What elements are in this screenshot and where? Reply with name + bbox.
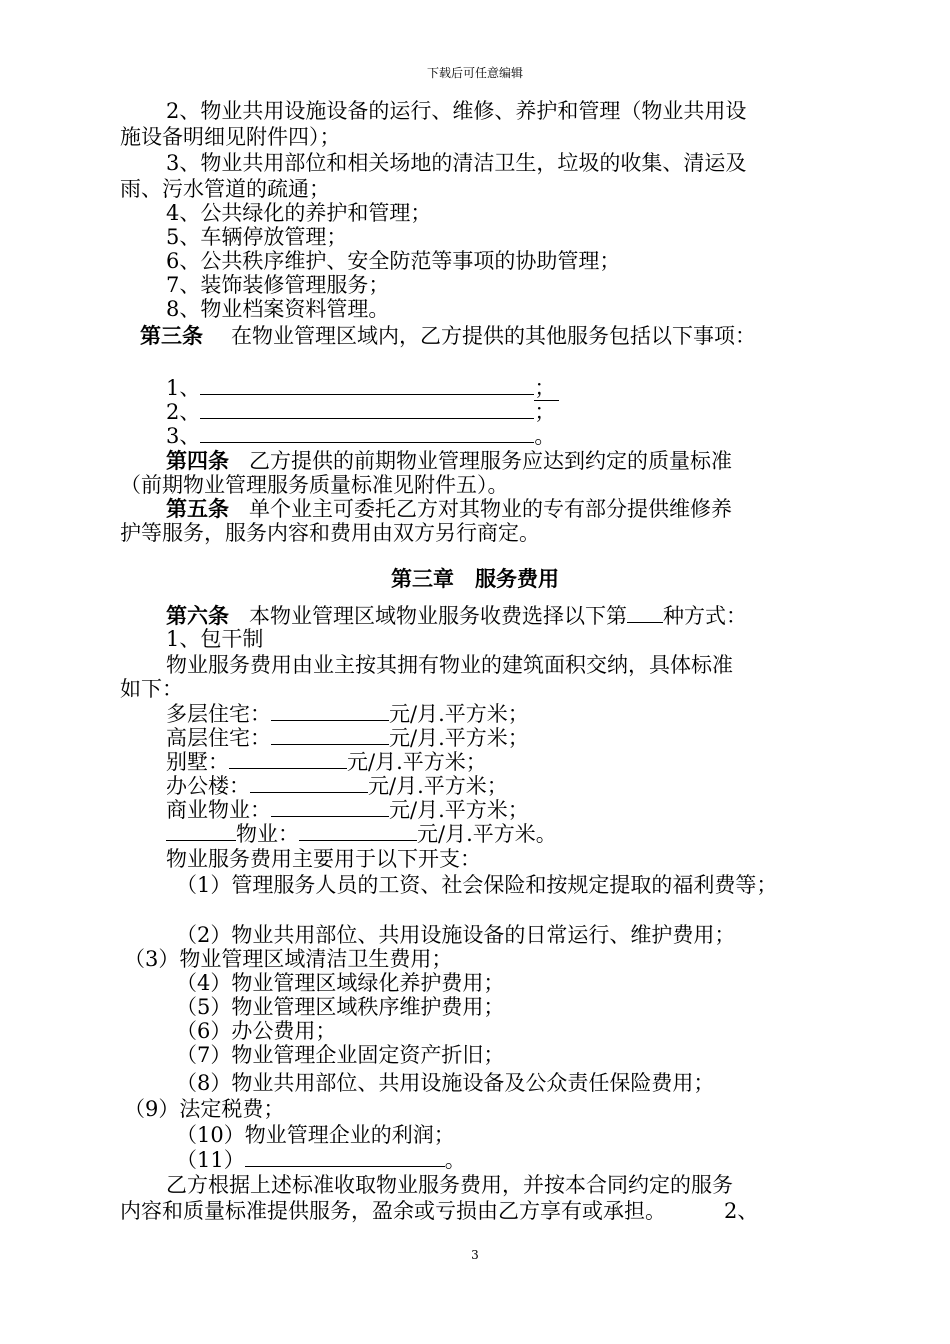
article-6 bbox=[166, 602, 747, 629]
rate-unit: 元/月.平方米； bbox=[389, 702, 529, 726]
article-5 bbox=[166, 496, 732, 522]
item-6: 6、公共秩序维护、安全防范等事项的协助管理； bbox=[166, 249, 621, 273]
article-4 bbox=[166, 448, 732, 474]
expense-11 bbox=[176, 1146, 466, 1173]
expense-3: （3）物业管理区域清洁卫生费用； bbox=[124, 947, 453, 971]
item-2: 2、物业共用设施设备的运行、维修、养护和管理（物业共用设 bbox=[166, 99, 747, 123]
article-3-title: 第三条 bbox=[140, 323, 203, 348]
rate-label: 商业物业： bbox=[166, 798, 271, 822]
rate-label: 高层住宅： bbox=[166, 726, 271, 750]
other-service-2 bbox=[166, 398, 555, 425]
rate-unit: 元/月.平方米； bbox=[347, 750, 487, 774]
other-service-3-num: 3、 bbox=[166, 424, 201, 448]
other-service-1-end: ； bbox=[534, 376, 559, 401]
rate-blank-field[interactable] bbox=[271, 796, 389, 817]
item-3-cont: 雨、污水管道的疏通； bbox=[120, 177, 330, 201]
expense-9: （9）法定税费； bbox=[124, 1097, 285, 1121]
rate-unit: 元/月.平方米； bbox=[368, 774, 508, 798]
article-5-text: 单个业主可委托乙方对其物业的专有部分提供维修养 bbox=[249, 497, 732, 521]
article-6-title: 第六条 bbox=[166, 603, 229, 628]
expense-7: （7）物业管理企业固定资产折旧； bbox=[176, 1043, 505, 1067]
item-7: 7、装饰装修管理服务； bbox=[166, 273, 390, 297]
article-3 bbox=[140, 323, 756, 349]
other-service-2-end: ； bbox=[534, 400, 556, 424]
item-4: 4、公共绿化的养护和管理； bbox=[166, 201, 432, 225]
expense-11-end: 。 bbox=[444, 1148, 466, 1172]
rate-commercial bbox=[166, 796, 529, 823]
rate-label: 物业： bbox=[236, 822, 299, 846]
article-4-cont: （前期物业管理服务质量标准见附件五）。 bbox=[120, 473, 509, 497]
property-type-blank-field[interactable] bbox=[166, 820, 236, 841]
article-4-title: 第四条 bbox=[166, 448, 229, 473]
chapter-title: 第三章 服务费用 bbox=[391, 566, 559, 591]
expense-10: （10）物业管理企业的利润； bbox=[176, 1123, 455, 1147]
expense-2: （2）物业共用部位、共用设施设备的日常运行、维护费用； bbox=[176, 923, 736, 947]
other-service-3 bbox=[166, 422, 555, 449]
rate-unit: 元/月.平方米； bbox=[389, 726, 529, 750]
page-number: 3 bbox=[471, 1248, 479, 1262]
item-2-cont: 施设备明细见附件四）； bbox=[120, 125, 341, 149]
fee-desc-cont: 如下： bbox=[120, 677, 183, 701]
article-3-text: 在物业管理区域内，乙方提供的其他服务包括以下事项： bbox=[231, 324, 756, 348]
blank-field[interactable] bbox=[200, 422, 534, 443]
final-paragraph: 乙方根据上述标准收取物业服务费用，并按本合同约定的服务 bbox=[166, 1173, 733, 1197]
expense-4: （4）物业管理区域绿化养护费用； bbox=[176, 971, 505, 995]
article-5-cont: 护等服务，服务内容和费用由双方另行商定。 bbox=[120, 521, 540, 545]
fee-mode-1: 1、包干制 bbox=[166, 627, 264, 651]
expense-1: （1）管理服务人员的工资、社会保险和按规定提取的福利费等； bbox=[176, 873, 778, 897]
item-8: 8、物业档案资料管理。 bbox=[166, 297, 390, 321]
rate-blank-field[interactable] bbox=[299, 820, 417, 841]
item-5: 5、车辆停放管理； bbox=[166, 225, 348, 249]
expense-intro: 物业服务费用主要用于以下开支： bbox=[166, 847, 481, 871]
rate-label: 别墅： bbox=[166, 750, 229, 774]
expense-5: （5）物业管理区域秩序维护费用； bbox=[176, 995, 505, 1019]
rate-office bbox=[166, 772, 508, 799]
fee-desc: 物业服务费用由业主按其拥有物业的建筑面积交纳，具体标准 bbox=[166, 653, 733, 677]
rate-other bbox=[166, 820, 557, 847]
article-6-text-b: 种方式： bbox=[663, 604, 747, 628]
blank-field[interactable] bbox=[200, 374, 534, 395]
next-item-num: 2、 bbox=[724, 1199, 759, 1223]
rate-blank-field[interactable] bbox=[271, 700, 389, 721]
rate-blank-field[interactable] bbox=[250, 772, 368, 793]
article-5-title: 第五条 bbox=[166, 496, 229, 521]
item-3: 3、物业共用部位和相关场地的清洁卫生，垃圾的收集、清运及 bbox=[166, 151, 747, 175]
rate-label: 多层住宅： bbox=[166, 702, 271, 726]
page-header: 下载后可任意编辑 bbox=[426, 66, 523, 80]
other-service-1 bbox=[166, 374, 559, 401]
rate-unit: 元/月.平方米； bbox=[389, 798, 529, 822]
expense-blank-field[interactable] bbox=[245, 1146, 445, 1167]
expense-6: （6）办公费用； bbox=[176, 1019, 337, 1043]
other-service-1-num: 1、 bbox=[166, 376, 201, 400]
final-paragraph-text: 内容和质量标准提供服务，盈余或亏损由乙方享有或承担。 bbox=[120, 1199, 666, 1223]
rate-blank-field[interactable] bbox=[229, 748, 347, 769]
other-service-3-end: 。 bbox=[534, 424, 556, 448]
article-4-text: 乙方提供的前期物业管理服务应达到约定的质量标准 bbox=[249, 449, 732, 473]
rate-label: 办公楼： bbox=[166, 774, 250, 798]
expense-8: （8）物业共用部位、共用设施设备及公众责任保险费用； bbox=[176, 1071, 715, 1095]
rate-multi-storey bbox=[166, 700, 529, 727]
expense-11-num: （11） bbox=[176, 1148, 245, 1172]
article-6-text-a: 本物业管理区域物业服务收费选择以下第 bbox=[249, 604, 627, 628]
final-paragraph-cont bbox=[120, 1198, 758, 1224]
rate-unit: 元/月.平方米。 bbox=[417, 822, 557, 846]
mode-blank-field[interactable] bbox=[627, 602, 663, 623]
rate-high-rise bbox=[166, 724, 529, 751]
other-service-2-num: 2、 bbox=[166, 400, 201, 424]
rate-blank-field[interactable] bbox=[271, 724, 389, 745]
rate-villa bbox=[166, 748, 487, 775]
blank-field[interactable] bbox=[200, 398, 534, 419]
